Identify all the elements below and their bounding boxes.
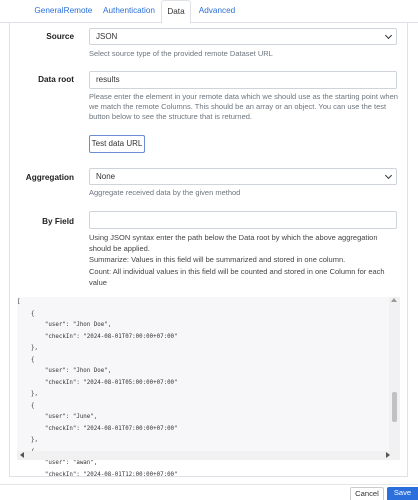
tab-data[interactable]: Data [161, 0, 191, 24]
code-line: "user": "Jhon Doe", [17, 368, 112, 374]
horizontal-scrollbar[interactable] [17, 451, 400, 460]
chevron-down-icon [385, 172, 392, 179]
test-data-url-button[interactable]: Test data URL [89, 135, 145, 153]
scroll-thumb[interactable] [392, 392, 397, 422]
vertical-scrollbar[interactable] [389, 297, 400, 451]
code-line: "user": "Jhon Doe", [17, 322, 112, 328]
cancel-button[interactable]: Cancel [350, 487, 384, 500]
code-line: "checkIn": "2024-08-01T12:00:00+07:00" [17, 471, 178, 478]
by-field-help-line: Count: All individual values in this field will be counted and stored in one Column for each value [89, 266, 385, 287]
by-field-label: By Field [42, 217, 74, 226]
aggregation-select[interactable] [89, 168, 397, 185]
by-field-help-line: Using JSON syntax enter the path below the Data root by which the above aggregation should be applied. [89, 233, 378, 254]
code-line: }, [17, 391, 38, 397]
data-root-label: Data root [38, 75, 74, 84]
source-select[interactable] [89, 28, 397, 45]
json-preview[interactable] [17, 297, 400, 478]
by-field-help-line: Summarize: Values in this field will be summarized and stored in one column. [89, 255, 346, 265]
panel-border-right [407, 23, 408, 477]
data-root-input[interactable]: results [89, 71, 397, 89]
code-line: "checkIn": "2024-08-01T05:00:00+07:00" [17, 379, 178, 386]
code-line: }, [17, 437, 38, 443]
code-line: "user": "June", [17, 414, 98, 420]
scroll-right-icon[interactable] [386, 452, 390, 458]
source-label: Source [46, 32, 74, 41]
footer-divider [0, 484, 418, 485]
by-field-input[interactable] [89, 211, 397, 229]
code-line: { [17, 310, 35, 317]
tab-authentication-link[interactable]: Authentication [103, 6, 155, 15]
save-button[interactable]: Save [387, 487, 418, 500]
tab-remote-link[interactable]: Remote [63, 6, 93, 15]
tab-advanced[interactable]: Advanced [198, 6, 236, 15]
aggregation-help-text: Aggregate received data by the given method [89, 188, 241, 197]
code-line: }, [17, 345, 38, 351]
code-line: [ [17, 299, 21, 305]
code-line: "checkIn": "2024-08-01T07:00:00+07:00" [17, 425, 178, 432]
aggregation-select-value: None [96, 172, 116, 181]
aggregation-label: Aggregation [25, 173, 74, 182]
scroll-left-icon[interactable] [20, 452, 24, 458]
tab-general-link[interactable]: General [34, 6, 64, 15]
source-select-value: JSON [96, 32, 118, 41]
by-field-help-text [89, 232, 401, 288]
code-line: { [17, 356, 35, 363]
code-line: "user": "awan", [17, 460, 98, 466]
panel-border-left [9, 23, 10, 477]
code-line: "checkIn": "2024-08-01T07:00:00+07:00" [17, 333, 178, 340]
code-line: { [17, 402, 35, 409]
data-root-help-text: Please enter the element in your remote data which we should use as the starting point when we match the remote Columns. This should be an array or an object. You can use the test button below to see the structure that is returned. [89, 92, 398, 121]
scroll-up-icon[interactable] [391, 298, 397, 302]
chevron-down-icon [385, 32, 392, 39]
source-help-text: Select source type of the provided remote Dataset URL [89, 49, 273, 58]
